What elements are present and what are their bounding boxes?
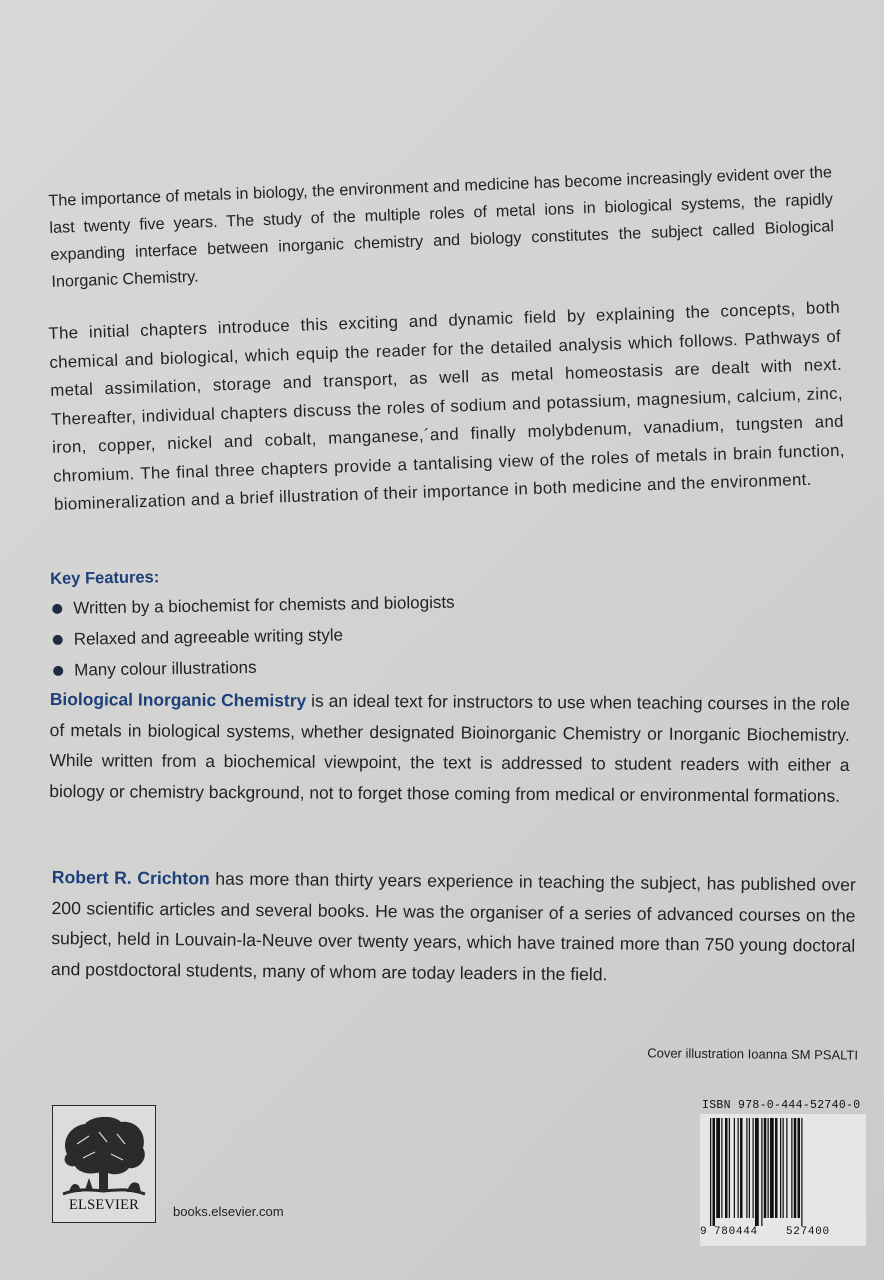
barcode-bar [791,1118,792,1218]
barcode-bar [801,1118,802,1226]
author-name: Robert R. Crichton [51,866,210,889]
bullet-icon [52,603,62,613]
barcode-bar [729,1118,730,1218]
barcode-bar [725,1118,728,1218]
barcode-bar [780,1118,781,1218]
barcode-bar [764,1118,767,1218]
barcode-digit-first: 9 [700,1226,707,1238]
barcode-icon [708,1118,858,1226]
barcode-bar [794,1118,797,1218]
elsevier-tree-icon [59,1114,149,1198]
barcode-bar [798,1118,801,1218]
barcode-digits-right: 527400 [786,1226,830,1238]
barcode-bar [716,1118,720,1218]
barcode-bar [746,1118,747,1218]
barcode-digits-left: 780444 [714,1226,758,1238]
book-title-lead: Biological Inorganic Chemistry [49,688,307,711]
bullet-icon [53,634,63,644]
barcode-bar [770,1118,774,1218]
barcode-bar [734,1118,735,1218]
key-feature-text: Relaxed and agreeable writing style [73,624,344,649]
publisher-website: books.elsevier.com [173,1204,284,1219]
audience-paragraph [49,684,850,811]
barcode-bar [710,1118,711,1226]
author-bio: has more than thirty years experience in teaching the subject, has published over 200 scientific articles and several books. He was the organiser of a series of advanced courses on the subject, held in Louvain-la-Neuve over twenty years, which have trained more than 750 young doctoral and postdoctoral students, many of whom are today leaders in the field. [50,868,856,984]
barcode-bar [753,1118,754,1218]
cover-credit: Cover illustration Ioanna SM PSALTI [647,1045,859,1063]
barcode-bar [738,1118,739,1218]
key-features-heading: Key Features: [50,568,160,588]
barcode-bar [783,1118,784,1218]
barcode-bar [713,1118,716,1226]
chapters-paragraph: The initial chapters introduce this exciting and dynamic field by explaining the concepts, both chemical and biological, which equip the reader for the detailed analysis which follows. Pathways of metal assimilation, storage and transport, as well as metal homeostasis are dealt with next. Thereafter, individual chapters discuss the roles of sodium and potassium, magnesium, calcium, zinc, iron, copper, nickel and cobalt, manganese,´and finally molybdenum, vanadium, tungsten and chromium. The final three chapters provide a tantalising view of the roles of metals in brain function, biomineralization and a brief illustration of their importance in both medicine and the environment. [48,297,846,514]
barcode-bar [740,1118,743,1218]
barcode-bar [721,1118,722,1218]
barcode-bar [761,1118,762,1226]
isbn-label: ISBN 978-0-444-52740-0 [702,1099,861,1112]
author-paragraph [51,862,856,992]
key-feature-text: Many colour illustrations [74,657,257,680]
barcode [700,1114,866,1246]
audience-text: is an ideal text for instructors to use when teaching courses in the role of metals in biological systems, whether designated Bioinorganic Chemistry or Inorganic Biochemistry. While written from a biochemical viewpoint, the text is addressed to student readers with either a biology or chemistry background, not to forget those coming from medical or environmental formations. [49,690,850,806]
intro-paragraph: The importance of metals in biology, the environment and medicine has become increasingly evident over the last twenty five years. The study of the multiple roles of metal ions in biological systems, the rapidly expanding interface between inorganic chemistry and biology constitutes the subject called Biological Inorganic Chemistry. [48,163,835,291]
barcode-bar [755,1118,759,1226]
key-feature-item [53,647,553,686]
key-features-list [52,585,553,686]
bullet-icon [53,665,63,675]
barcode-bar [749,1118,750,1218]
barcode-bar [768,1118,769,1218]
barcode-bar [775,1118,778,1218]
publisher-name: ELSEVIER [68,1197,140,1213]
publisher-logo [52,1105,156,1223]
barcode-bar [786,1118,787,1218]
key-feature-text: Written by a biochemist for chemists and biologists [73,592,455,618]
